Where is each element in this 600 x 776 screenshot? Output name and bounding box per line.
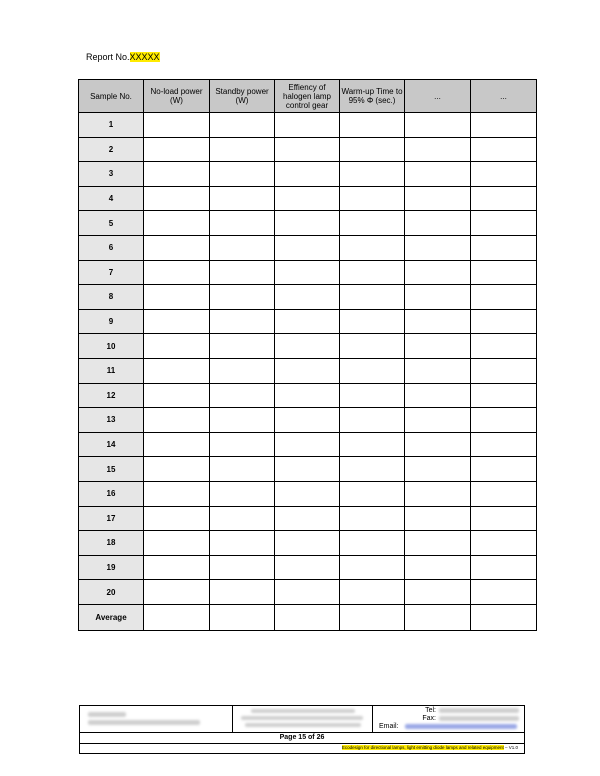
value-cell: [275, 531, 340, 556]
sample-number-cell: 13: [79, 408, 144, 433]
value-cell: [210, 383, 275, 408]
value-cell: [275, 285, 340, 310]
value-cell: [275, 506, 340, 531]
table-row: [79, 457, 537, 482]
document-title: [342, 745, 518, 751]
value-cell: [144, 432, 210, 457]
value-cell: [275, 580, 340, 605]
sample-number-cell: 6: [79, 235, 144, 260]
value-cell: [405, 113, 471, 138]
value-cell: [340, 260, 405, 285]
table-row: [79, 531, 537, 556]
sample-number-cell: 11: [79, 358, 144, 383]
sample-number-cell: 14: [79, 432, 144, 457]
table-row: [79, 358, 537, 383]
value-cell: [144, 137, 210, 162]
value-cell: [210, 260, 275, 285]
sample-number-cell: 12: [79, 383, 144, 408]
value-cell: [471, 555, 537, 580]
value-cell: [210, 334, 275, 359]
value-cell: [210, 211, 275, 236]
footer-fax-label: Fax:: [422, 715, 436, 722]
value-cell: [340, 309, 405, 334]
value-cell: [275, 211, 340, 236]
value-cell: [210, 531, 275, 556]
value-cell: [405, 432, 471, 457]
table-row: [79, 506, 537, 531]
value-cell: [275, 358, 340, 383]
value-cell: [144, 604, 210, 630]
value-cell: [210, 113, 275, 138]
table-row: [79, 235, 537, 260]
value-cell: [275, 408, 340, 433]
value-cell: [471, 162, 537, 187]
sample-number-cell: 18: [79, 531, 144, 556]
value-cell: [405, 604, 471, 630]
header-extra-1: ...: [405, 80, 471, 113]
value-cell: [471, 137, 537, 162]
value-cell: [210, 604, 275, 630]
value-cell: [210, 432, 275, 457]
table-row: [79, 555, 537, 580]
value-cell: [405, 481, 471, 506]
value-cell: [144, 408, 210, 433]
value-cell: [471, 334, 537, 359]
sample-number-cell: 10: [79, 334, 144, 359]
value-cell: [340, 334, 405, 359]
value-cell: [275, 481, 340, 506]
value-cell: [405, 506, 471, 531]
table-row: [79, 162, 537, 187]
value-cell: [144, 211, 210, 236]
value-cell: [275, 432, 340, 457]
sample-number-cell: 17: [79, 506, 144, 531]
header-standby-power: Standby power (W): [210, 80, 275, 113]
table-row: [79, 481, 537, 506]
value-cell: [405, 531, 471, 556]
value-cell: [144, 334, 210, 359]
table-row: [79, 211, 537, 236]
value-cell: [144, 162, 210, 187]
value-cell: [210, 457, 275, 482]
value-cell: [275, 113, 340, 138]
value-cell: [275, 334, 340, 359]
value-cell: [275, 186, 340, 211]
value-cell: [471, 604, 537, 630]
sample-number-cell: 9: [79, 309, 144, 334]
value-cell: [405, 358, 471, 383]
header-efficiency: Effiency of halogen lamp control gear: [275, 80, 340, 113]
value-cell: [405, 457, 471, 482]
sample-number-cell: 8: [79, 285, 144, 310]
value-cell: [210, 137, 275, 162]
value-cell: [405, 235, 471, 260]
footer-address-block: [233, 706, 373, 732]
average-row: [79, 604, 537, 630]
sample-number-cell: 1: [79, 113, 144, 138]
value-cell: [340, 358, 405, 383]
table-row: [79, 408, 537, 433]
value-cell: [471, 432, 537, 457]
value-cell: [340, 113, 405, 138]
sample-number-cell: 15: [79, 457, 144, 482]
value-cell: [471, 358, 537, 383]
document-version: – V1.0: [503, 745, 518, 750]
document-title-text: Ecodesign for directional lamps, light emitting diode lamps and related equipment: [341, 745, 504, 750]
value-cell: [471, 580, 537, 605]
value-cell: [144, 580, 210, 605]
value-cell: [340, 162, 405, 187]
value-cell: [210, 408, 275, 433]
value-cell: [340, 580, 405, 605]
value-cell: [340, 186, 405, 211]
page-number: Page 15 of 26: [80, 733, 524, 744]
value-cell: [144, 113, 210, 138]
value-cell: [340, 235, 405, 260]
value-cell: [210, 186, 275, 211]
value-cell: [405, 334, 471, 359]
value-cell: [340, 457, 405, 482]
value-cell: [210, 358, 275, 383]
table-row: [79, 309, 537, 334]
value-cell: [144, 481, 210, 506]
footer-company-block: [80, 706, 233, 732]
header-sample-no: Sample No.: [79, 80, 144, 113]
sample-number-cell: 20: [79, 580, 144, 605]
value-cell: [275, 604, 340, 630]
average-label-cell: Average: [79, 604, 144, 630]
value-cell: [405, 211, 471, 236]
value-cell: [275, 309, 340, 334]
value-cell: [144, 383, 210, 408]
value-cell: [210, 506, 275, 531]
footer-email-label: Email:: [379, 723, 399, 730]
footer-contact-block: [373, 706, 524, 732]
table-header-row: [79, 80, 537, 113]
table-row: [79, 260, 537, 285]
value-cell: [210, 555, 275, 580]
report-number-label: Report No.: [86, 52, 130, 62]
value-cell: [144, 531, 210, 556]
report-number-value: XXXXX: [129, 52, 160, 62]
value-cell: [340, 531, 405, 556]
value-cell: [471, 285, 537, 310]
value-cell: [340, 285, 405, 310]
value-cell: [144, 555, 210, 580]
value-cell: [405, 580, 471, 605]
value-cell: [144, 235, 210, 260]
value-cell: [340, 408, 405, 433]
value-cell: [340, 211, 405, 236]
value-cell: [340, 383, 405, 408]
value-cell: [340, 432, 405, 457]
table-row: [79, 137, 537, 162]
header-extra-2: ...: [471, 80, 537, 113]
value-cell: [471, 531, 537, 556]
value-cell: [210, 580, 275, 605]
value-cell: [340, 555, 405, 580]
value-cell: [405, 137, 471, 162]
value-cell: [210, 235, 275, 260]
value-cell: [275, 162, 340, 187]
value-cell: [210, 285, 275, 310]
value-cell: [275, 555, 340, 580]
sample-number-cell: 3: [79, 162, 144, 187]
value-cell: [144, 285, 210, 310]
table-row: [79, 334, 537, 359]
measurement-table: [78, 79, 537, 631]
value-cell: [275, 235, 340, 260]
value-cell: [340, 604, 405, 630]
value-cell: [210, 481, 275, 506]
value-cell: [210, 309, 275, 334]
value-cell: [405, 162, 471, 187]
sample-number-cell: 5: [79, 211, 144, 236]
value-cell: [340, 137, 405, 162]
sample-number-cell: 4: [79, 186, 144, 211]
value-cell: [471, 481, 537, 506]
value-cell: [144, 457, 210, 482]
value-cell: [471, 506, 537, 531]
value-cell: [471, 113, 537, 138]
value-cell: [471, 457, 537, 482]
value-cell: [340, 506, 405, 531]
value-cell: [405, 555, 471, 580]
table-row: [79, 186, 537, 211]
table-row: [79, 383, 537, 408]
value-cell: [405, 260, 471, 285]
report-number: [86, 52, 160, 62]
value-cell: [144, 309, 210, 334]
value-cell: [405, 186, 471, 211]
table-row: [79, 285, 537, 310]
table-row: [79, 113, 537, 138]
header-no-load-power: No-load power (W): [144, 80, 210, 113]
sample-number-cell: 19: [79, 555, 144, 580]
value-cell: [471, 186, 537, 211]
value-cell: [144, 358, 210, 383]
value-cell: [471, 309, 537, 334]
value-cell: [471, 383, 537, 408]
header-warm-up-time: Warm-up Time to 95% Φ (sec.): [340, 80, 405, 113]
value-cell: [405, 285, 471, 310]
sample-number-cell: 16: [79, 481, 144, 506]
value-cell: [210, 162, 275, 187]
value-cell: [275, 457, 340, 482]
sample-number-cell: 7: [79, 260, 144, 285]
value-cell: [471, 235, 537, 260]
page-footer: [79, 705, 525, 754]
value-cell: [275, 260, 340, 285]
table-row: [79, 432, 537, 457]
value-cell: [471, 408, 537, 433]
value-cell: [471, 211, 537, 236]
value-cell: [144, 186, 210, 211]
value-cell: [144, 260, 210, 285]
sample-number-cell: 2: [79, 137, 144, 162]
footer-tel-label: Tel:: [425, 707, 436, 714]
value-cell: [405, 309, 471, 334]
value-cell: [144, 506, 210, 531]
table-row: [79, 580, 537, 605]
value-cell: [275, 383, 340, 408]
value-cell: [340, 481, 405, 506]
value-cell: [405, 408, 471, 433]
value-cell: [405, 383, 471, 408]
value-cell: [471, 260, 537, 285]
value-cell: [275, 137, 340, 162]
